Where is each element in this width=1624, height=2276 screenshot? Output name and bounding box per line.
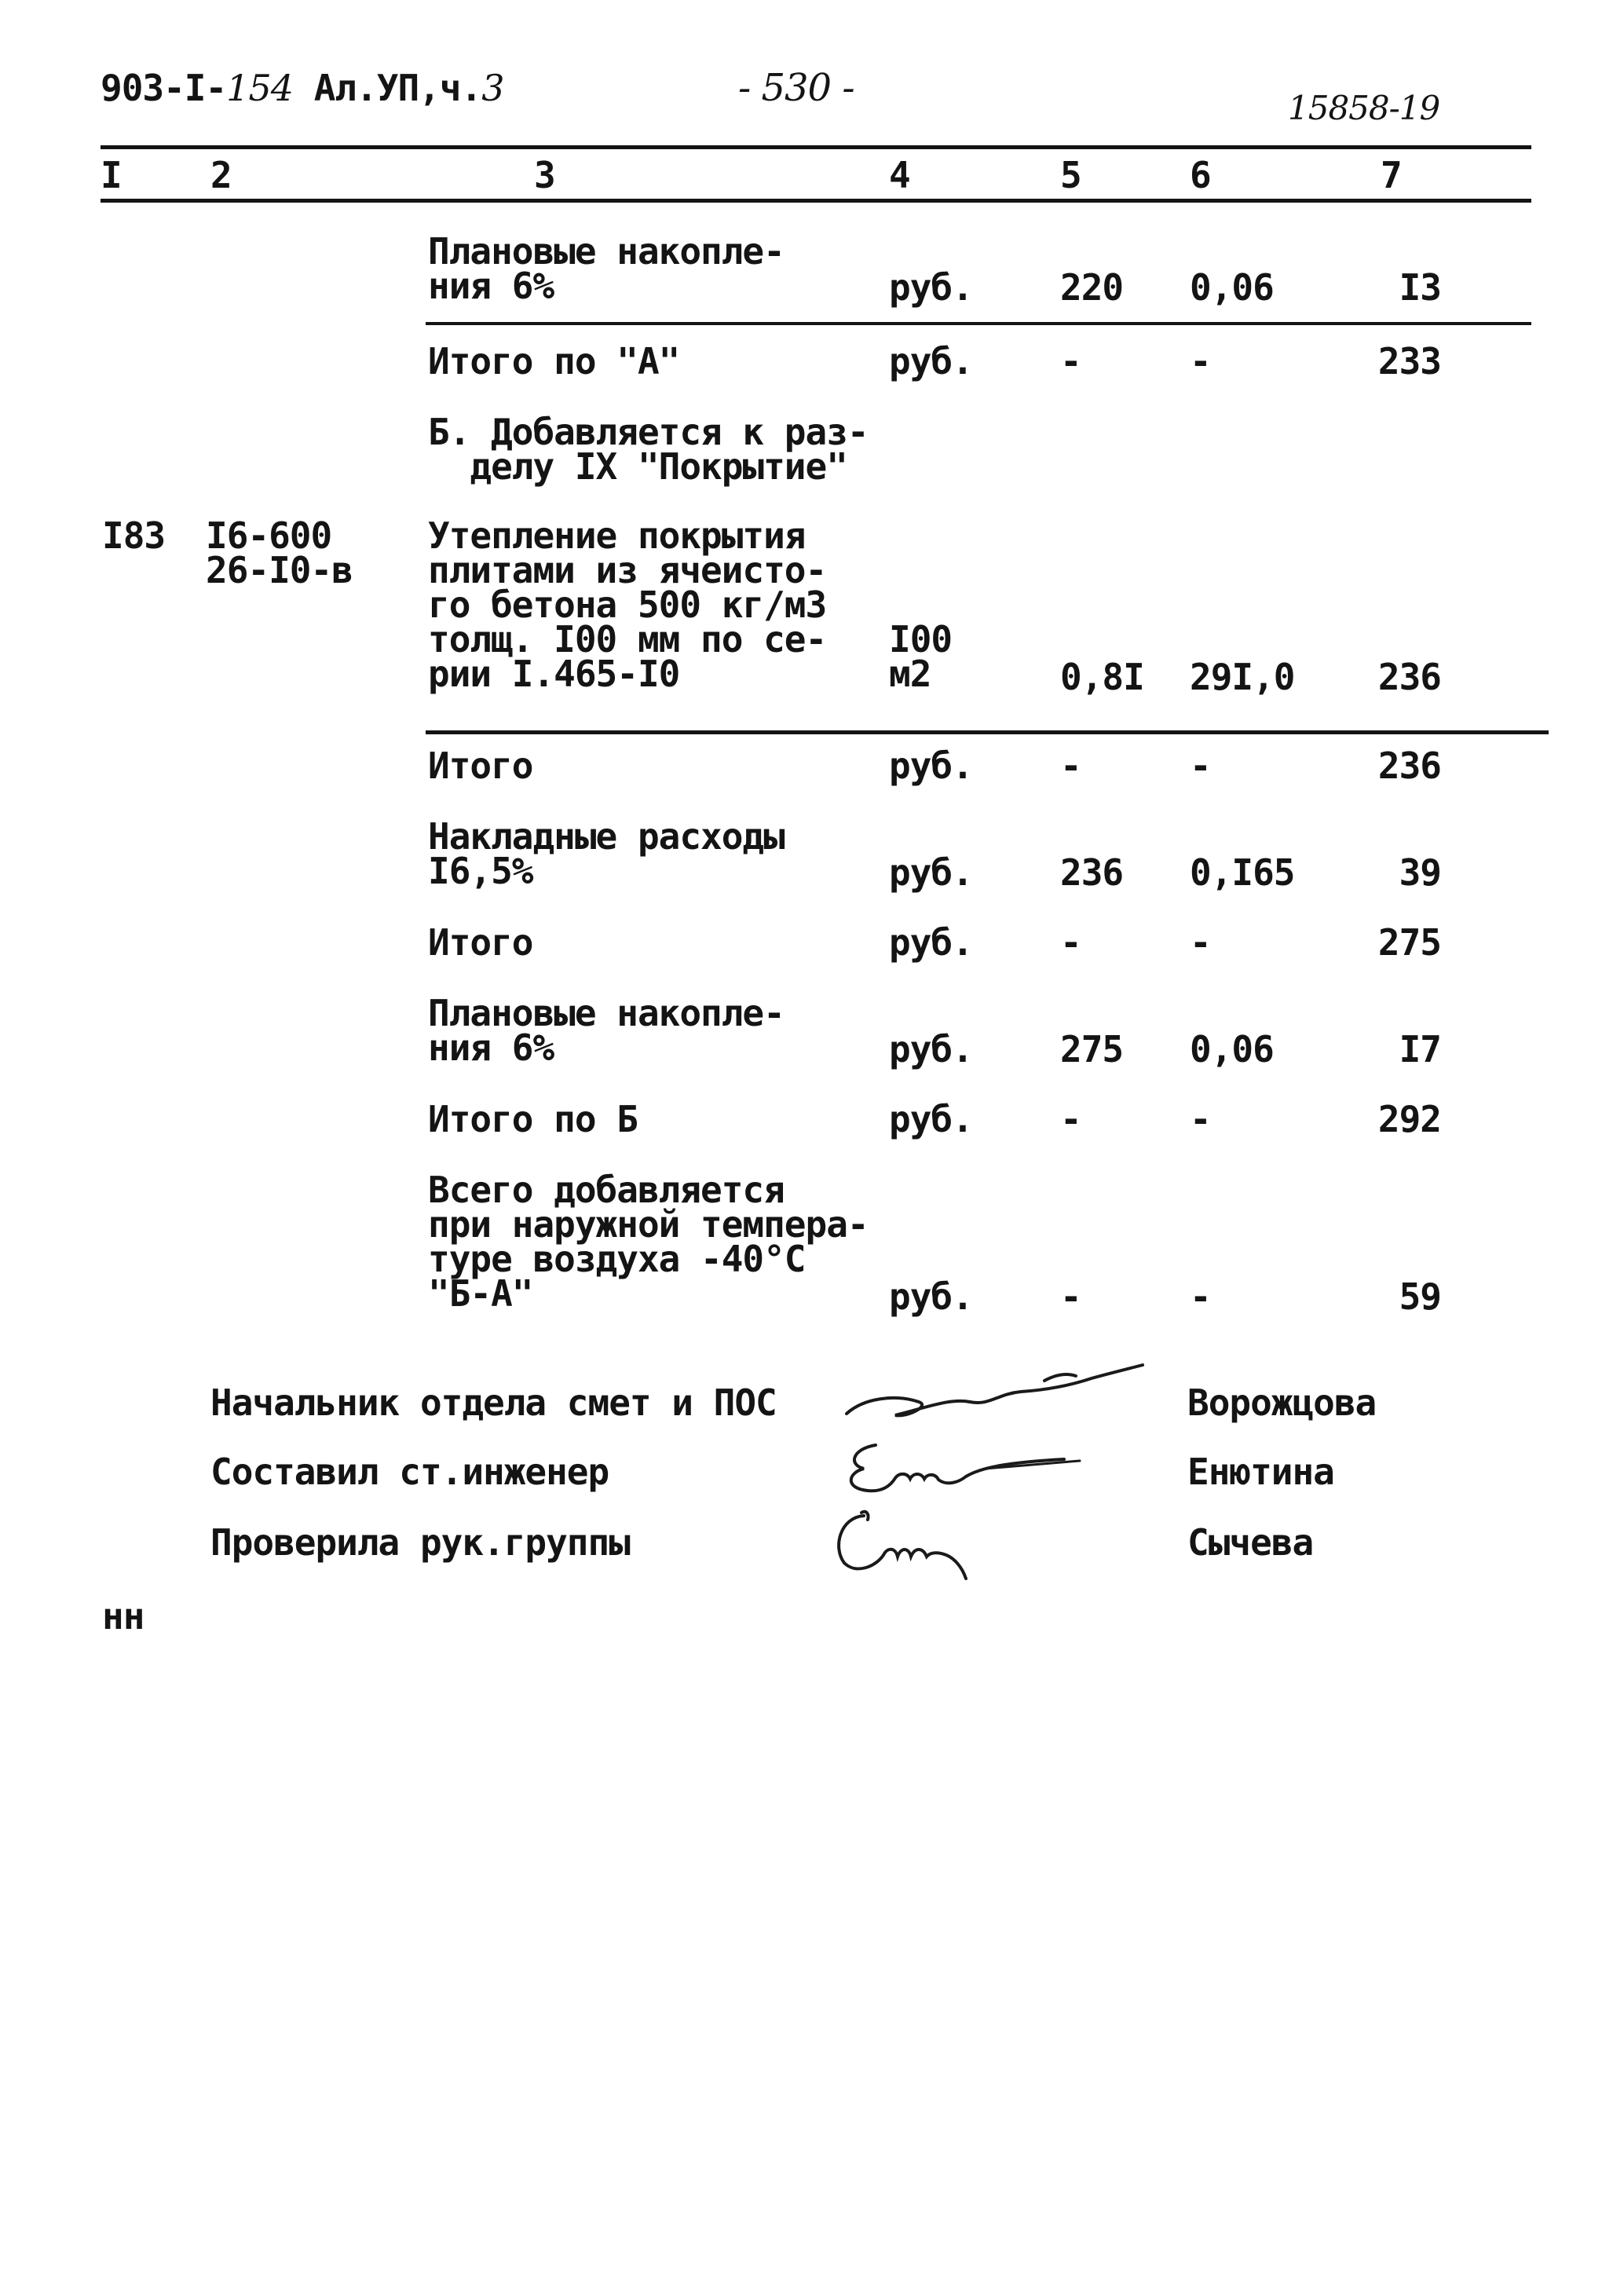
row5-qty: 236 bbox=[1060, 851, 1124, 894]
header-rule-bottom bbox=[101, 199, 1531, 203]
row6-unit: руб. bbox=[889, 921, 973, 964]
col-header-5: 5 bbox=[1060, 154, 1081, 196]
row3-rule bbox=[426, 730, 1549, 734]
row9-desc-l4: "Б-А" bbox=[428, 1272, 533, 1315]
archive-number: 15858-19 bbox=[1288, 89, 1440, 127]
row8-qty: - bbox=[1060, 1098, 1081, 1140]
row9-desc-l3: туре воздуха -40°С bbox=[428, 1238, 806, 1280]
row8-unit: руб. bbox=[889, 1098, 973, 1140]
sig-role-2: Составил ст.инженер bbox=[210, 1451, 609, 1493]
header-rule-top bbox=[101, 145, 1531, 149]
row0-price: 0,06 bbox=[1190, 266, 1274, 309]
row7-qty: 275 bbox=[1060, 1028, 1124, 1070]
row0-rule bbox=[426, 322, 1531, 325]
row9-qty: - bbox=[1060, 1275, 1081, 1318]
footer-mark: нн bbox=[102, 1595, 144, 1637]
row0-qty: 220 bbox=[1060, 266, 1124, 309]
album-part-handwritten: 3 bbox=[481, 67, 504, 109]
row2-desc-l2: делу IX "Покрытие" bbox=[428, 445, 847, 488]
row3-code-l2: 26-I0-в bbox=[206, 549, 353, 591]
row3-desc-l4: толщ. I00 мм по се- bbox=[428, 618, 827, 660]
row9-desc-l1: Всего добавляется bbox=[428, 1169, 785, 1211]
row1-total: 233 bbox=[1377, 340, 1441, 382]
row7-desc-l2: ния 6% bbox=[428, 1026, 554, 1069]
col-header-7: 7 bbox=[1381, 154, 1402, 196]
col-header-6: 6 bbox=[1190, 154, 1211, 196]
row8-price: - bbox=[1190, 1098, 1211, 1140]
doc-code-prefix: 903-I- bbox=[101, 67, 227, 109]
row3-desc-l1: Утепление покрытия bbox=[428, 514, 806, 557]
row4-unit: руб. bbox=[889, 745, 973, 787]
row0-desc-l2: ния 6% bbox=[428, 265, 554, 307]
col-header-4: 4 bbox=[889, 154, 910, 196]
signature-1-image bbox=[832, 1359, 1162, 1437]
col-header-2: 2 bbox=[210, 154, 232, 196]
row1-qty: - bbox=[1060, 340, 1081, 382]
row1-desc: Итого по "А" bbox=[428, 340, 680, 382]
sig-role-1: Начальник отдела смет и ПОС bbox=[210, 1381, 777, 1424]
row5-desc-l1: Накладные расходы bbox=[428, 815, 785, 858]
row9-price: - bbox=[1190, 1275, 1211, 1318]
row5-price: 0,I65 bbox=[1190, 851, 1295, 894]
row0-desc-l1: Плановые накопле- bbox=[428, 230, 785, 273]
row5-total: 39 bbox=[1399, 851, 1441, 894]
row6-price: - bbox=[1190, 921, 1211, 964]
row3-unit-l2: м2 bbox=[889, 653, 931, 695]
row9-desc-l2: при наружной темпера- bbox=[428, 1203, 869, 1246]
col-header-1: I bbox=[101, 154, 122, 196]
row4-total: 236 bbox=[1377, 745, 1441, 787]
row3-price: 29I,0 bbox=[1190, 656, 1295, 698]
row4-desc: Итого bbox=[428, 745, 533, 787]
row1-unit: руб. bbox=[889, 340, 973, 382]
row0-total: I3 bbox=[1399, 266, 1441, 309]
col-header-3: 3 bbox=[534, 154, 555, 196]
row1-price: - bbox=[1190, 340, 1211, 382]
signature-3-image bbox=[821, 1500, 1017, 1586]
row5-unit: руб. bbox=[889, 851, 973, 894]
row4-price: - bbox=[1190, 745, 1211, 787]
signature-2-image bbox=[828, 1429, 1127, 1508]
row3-desc-l5: рии I.465-I0 bbox=[428, 653, 680, 695]
row9-unit: руб. bbox=[889, 1275, 973, 1318]
row2-desc-l1: Б. Добавляется к раз- bbox=[428, 411, 869, 453]
row7-price: 0,06 bbox=[1190, 1028, 1274, 1070]
row7-unit: руб. bbox=[889, 1028, 973, 1070]
doc-code bbox=[101, 67, 504, 109]
row4-qty: - bbox=[1060, 745, 1081, 787]
sig-name-3: Сычева bbox=[1187, 1521, 1314, 1564]
row3-desc-l2: плитами из ячеисто- bbox=[428, 549, 827, 591]
row3-desc-l3: го бетона 500 кг/м3 bbox=[428, 584, 827, 626]
album-ref: Ал.УП,ч. bbox=[313, 67, 482, 109]
row6-desc: Итого bbox=[428, 921, 533, 964]
row3-pos: I83 bbox=[102, 514, 166, 557]
row3-total: 236 bbox=[1377, 656, 1441, 698]
row3-qty: 0,8I bbox=[1060, 656, 1144, 698]
row0-unit: руб. bbox=[889, 266, 973, 309]
sig-name-1: Ворожцова bbox=[1187, 1381, 1377, 1424]
sig-role-3: Проверила рук.группы bbox=[210, 1521, 630, 1564]
row6-total: 275 bbox=[1377, 921, 1441, 964]
sig-name-2: Енютина bbox=[1187, 1451, 1334, 1493]
row7-total: I7 bbox=[1399, 1028, 1441, 1070]
doc-code-handwritten: 154 bbox=[226, 67, 293, 109]
row7-desc-l1: Плановые накопле- bbox=[428, 992, 785, 1034]
row8-desc: Итого по Б bbox=[428, 1098, 638, 1140]
page-number: - 530 - bbox=[738, 66, 854, 110]
row9-total: 59 bbox=[1399, 1275, 1441, 1318]
row8-total: 292 bbox=[1377, 1098, 1441, 1140]
row6-qty: - bbox=[1060, 921, 1081, 964]
row3-code-l1: I6-600 bbox=[206, 514, 332, 557]
row3-unit-l1: I00 bbox=[889, 618, 953, 660]
row5-desc-l2: I6,5% bbox=[428, 850, 533, 892]
